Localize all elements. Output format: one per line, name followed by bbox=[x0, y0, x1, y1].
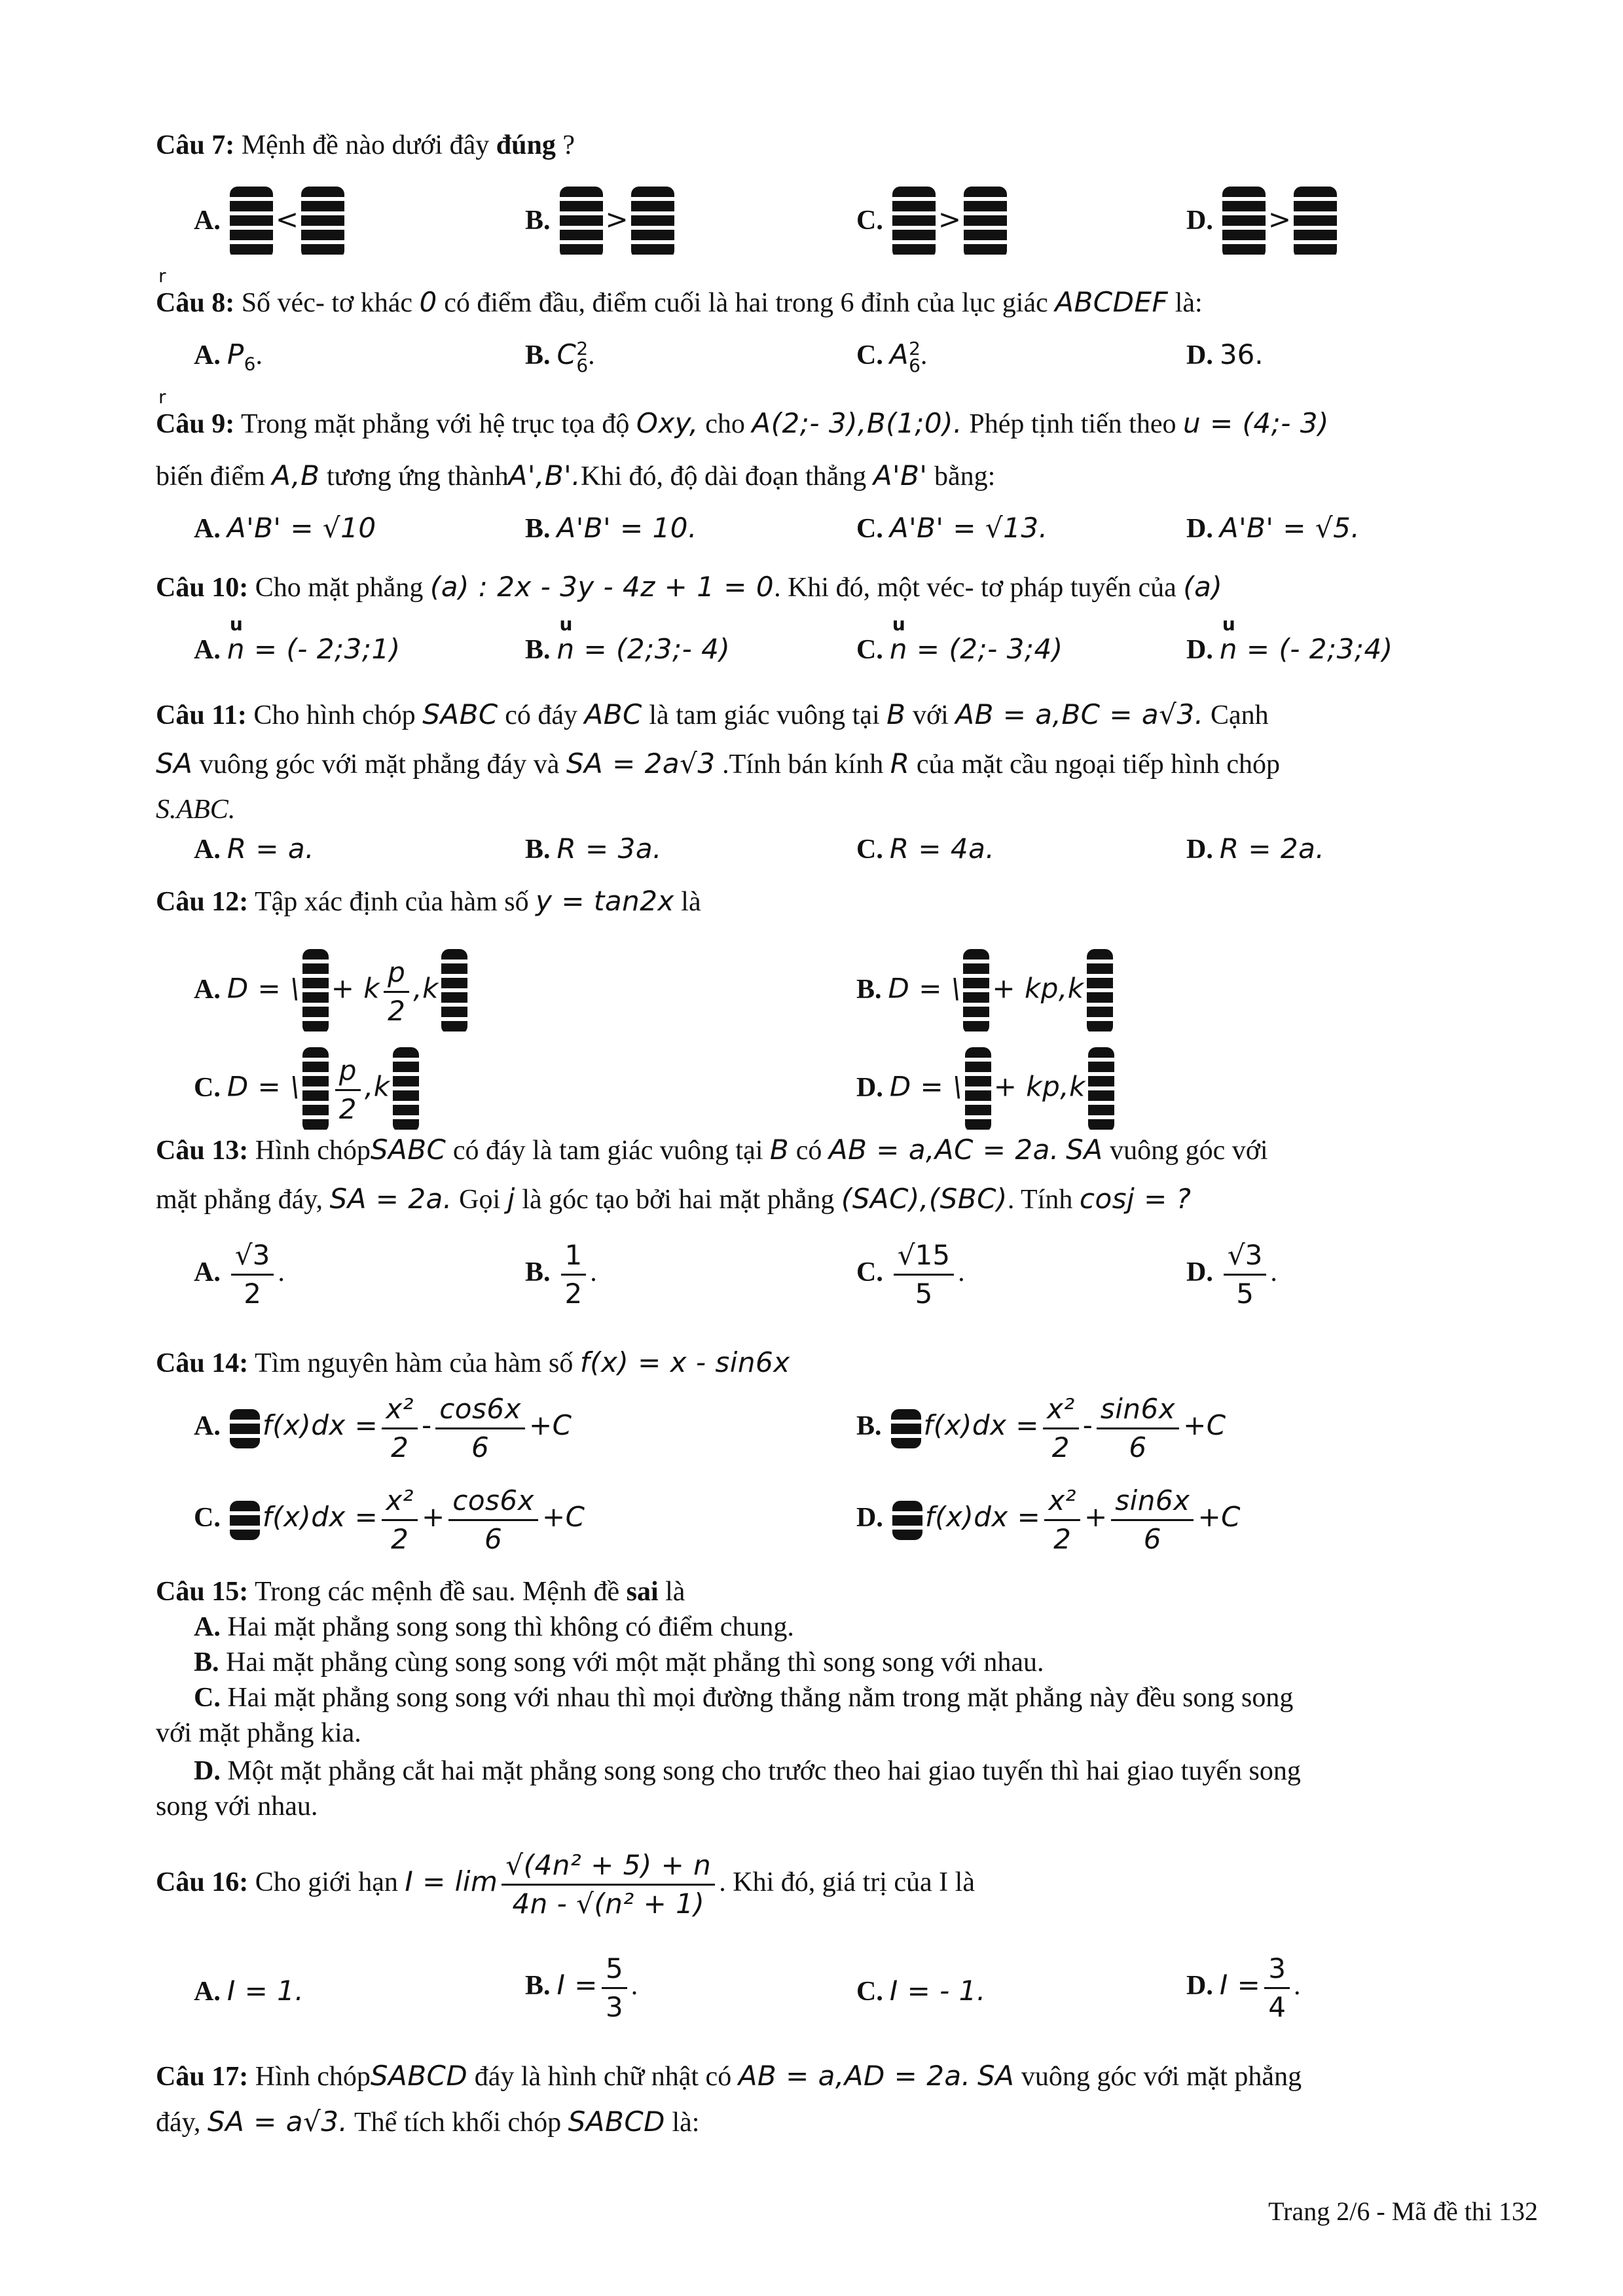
q12-option-d[interactable]: D. D = \ + kp,k bbox=[856, 1047, 1117, 1132]
q9-option-b[interactable]: B. A'B' = 10. bbox=[525, 512, 697, 544]
question-9: Câu 9: Trong mặt phẳng với hệ trục tọa độ Oxy, cho A(2;- 3),B(1;0). Phép tịnh tiến theo r u = (4;- 3) bbox=[156, 403, 1538, 445]
integral-icon bbox=[230, 1501, 260, 1540]
q8-option-b[interactable]: B. C 2 6 . bbox=[525, 338, 595, 377]
q14-options-row1 bbox=[194, 1384, 1538, 1476]
garbled-math-icon bbox=[230, 187, 273, 259]
q12-option-c[interactable]: C. D = \ $\frac{p}{2}$ ,k bbox=[194, 1047, 422, 1132]
garbled-math-icon bbox=[302, 1047, 329, 1132]
q14-option-b[interactable]: B. f(x)dx = $\frac{\text{x²}}{2}$ - $\frac{\sin 6x}{6}$ +C bbox=[856, 1391, 1226, 1466]
garbled-math-icon bbox=[393, 1047, 419, 1132]
q11-option-d[interactable]: D. R = 2a. bbox=[1186, 833, 1325, 865]
q7-bold: đúng bbox=[496, 130, 556, 160]
garbled-math-icon bbox=[631, 187, 674, 259]
q15-option-c-cont: với mặt phẳng kia. bbox=[156, 1718, 361, 1748]
question-12: Câu 12: Tập xác định của hàm số y = tan2x là bbox=[156, 885, 701, 917]
q10-options bbox=[194, 628, 1538, 674]
q12-option-a[interactable]: A. D = \ + k $\frac{p}{2}$ ,k bbox=[194, 949, 470, 1034]
q13-option-b[interactable]: B. $\frac{1}{2}$ . bbox=[525, 1237, 597, 1312]
question-17: Câu 17: Hình chópSABCD đáy là hình chữ nhật có AB = a,AD = 2a. SA vuông góc với mặt phẳng bbox=[156, 2060, 1302, 2092]
q15-option-a[interactable]: A. Hai mặt phẳng song song thì không có điểm chung. bbox=[194, 1612, 794, 1642]
question-10: Câu 10: Cho mặt phẳng (a) : 2x - 3y - 4z + 1 = 0. Khi đó, một véc- tơ pháp tuyến của (a) bbox=[156, 571, 1223, 603]
q7-option-d[interactable]: D. > bbox=[1186, 187, 1340, 259]
q10-option-b[interactable]: B.u n = (2;3;- 4) bbox=[525, 628, 730, 671]
question-17-line2: đáy, SA = a√3. Thể tích khối chóp SABCD là: bbox=[156, 2106, 700, 2138]
question-9-line2: biến điểm A,B tương ứng thànhA',B'.Khi đó, độ dài đoạn thẳng A'B' bằng: bbox=[156, 459, 996, 492]
question-11: Câu 11: Cho hình chóp SABC có đáy ABC là tam giác vuông tại B với AB = a,BC = a√3. Cạnh bbox=[156, 698, 1269, 730]
q7-option-b[interactable]: B. > bbox=[525, 187, 677, 259]
q7-option-c[interactable]: C. > bbox=[856, 187, 1010, 259]
q15-option-d[interactable]: D. Một mặt phẳng cắt hai mặt phẳng song song cho trước theo hai giao tuyến thì hai giao tuyến song bbox=[194, 1756, 1301, 1786]
q10-option-d[interactable]: D.u n = (- 2;3;4) bbox=[1186, 628, 1393, 671]
question-13-line2: mặt phẳng đáy, SA = 2a. Gọi j là góc tạo bởi hai mặt phẳng (SAC),(SBC). Tính cosj = ? bbox=[156, 1183, 1192, 1215]
q7-text: Mệnh đề nào dưới đây bbox=[241, 130, 490, 160]
q8-option-d[interactable]: D. 36. bbox=[1186, 338, 1264, 370]
garbled-math-icon bbox=[1088, 1047, 1114, 1132]
q16-option-b[interactable]: B. I = $\frac{5}{3}$ . bbox=[525, 1950, 638, 2026]
q8-option-c[interactable]: C. A 2 6 . bbox=[856, 338, 928, 377]
question-11-line3: S.ABC. bbox=[156, 795, 236, 825]
q7-options bbox=[194, 173, 1538, 259]
q9-option-d[interactable]: D. A'B' = √5. bbox=[1186, 512, 1360, 544]
q15-option-c[interactable]: C. Hai mặt phẳng song song với nhau thì mọi đường thẳng nằm trong mặt phẳng này đều song song bbox=[194, 1683, 1294, 1713]
q16-option-a[interactable]: A. I = 1. bbox=[194, 1975, 304, 2007]
question-8: Câu 8: Số véc- tơ khác r 0 có điểm đầu, điểm cuối là hai trong 6 đỉnh của lục giác ABCDEF là: bbox=[156, 281, 1538, 324]
q16-option-d[interactable]: D. I = $\frac{3}{4}$ . bbox=[1186, 1950, 1301, 2026]
q14-options-row2 bbox=[194, 1476, 1538, 1568]
q14-option-c[interactable]: C. f(x)dx = $\frac{\text{x²}}{2}$ + $\frac{\cos 6x}{6}$ +C bbox=[194, 1482, 585, 1558]
q9-option-a[interactable]: A. A'B' = √10 bbox=[194, 512, 376, 544]
q11-option-a[interactable]: A. R = a. bbox=[194, 833, 315, 865]
q12-options-row1 bbox=[194, 929, 1538, 1027]
q13-option-c[interactable]: C. $\frac{√15}{5}$ . bbox=[856, 1237, 965, 1312]
garbled-math-icon bbox=[965, 1047, 991, 1132]
q15-option-b[interactable]: B. Hai mặt phẳng cùng song song với một mặt phẳng thì song song với nhau. bbox=[194, 1647, 1044, 1677]
q11-option-c[interactable]: C. R = 4a. bbox=[856, 833, 995, 865]
integral-icon bbox=[230, 1409, 260, 1448]
question-7 bbox=[156, 124, 1538, 166]
garbled-math-icon bbox=[892, 187, 936, 259]
q10-option-c[interactable]: C.u n = (2;- 3;4) bbox=[856, 628, 1063, 671]
q16-options bbox=[194, 1950, 1538, 2036]
q13-option-a[interactable]: A. $\frac{√3}{2}$ . bbox=[194, 1237, 285, 1312]
q15-option-d-cont: song với nhau. bbox=[156, 1791, 318, 1821]
integral-icon bbox=[891, 1409, 921, 1448]
q11-options bbox=[194, 828, 1538, 874]
garbled-math-icon bbox=[1222, 187, 1266, 259]
q14-option-a[interactable]: A. f(x)dx = $\frac{\text{x²}}{2}$ - $\frac{\cos 6x}{6}$ +C bbox=[194, 1391, 572, 1466]
garbled-math-icon bbox=[1087, 949, 1113, 1034]
q8-options bbox=[194, 334, 1538, 380]
integral-icon bbox=[892, 1501, 922, 1540]
q8-option-a[interactable]: A. $P_6$. bbox=[194, 338, 263, 375]
question-13: Câu 13: Hình chópSABC có đáy là tam giác vuông tại B có AB = a,AC = 2a. SA vuông góc với bbox=[156, 1134, 1268, 1166]
garbled-math-icon bbox=[964, 187, 1007, 259]
garbled-math-icon bbox=[1294, 187, 1337, 259]
q11-option-b[interactable]: B. R = 3a. bbox=[525, 833, 662, 865]
q12-option-b[interactable]: B. D = \ + kp,k bbox=[856, 949, 1116, 1034]
q14-option-d[interactable]: D. f(x)dx = $\frac{\text{x²}}{2}$ + $\frac{\sin 6x}{6}$ +C bbox=[856, 1482, 1241, 1558]
q16-option-c[interactable]: C. I = - 1. bbox=[856, 1975, 986, 2007]
question-14: Câu 14: Tìm nguyên hàm của hàm số f(x) = x - sin6x bbox=[156, 1346, 790, 1378]
q7-end: ? bbox=[562, 130, 575, 160]
garbled-math-icon bbox=[302, 949, 329, 1034]
q9-option-c[interactable]: C. A'B' = √13. bbox=[856, 512, 1048, 544]
garbled-math-icon bbox=[301, 187, 344, 259]
q13-option-d[interactable]: D. $\frac{√3}{5}$ . bbox=[1186, 1237, 1277, 1312]
garbled-math-icon bbox=[441, 949, 467, 1034]
zero-vector: r 0 bbox=[419, 286, 437, 318]
q9-options bbox=[194, 507, 1538, 553]
q12-options-row2 bbox=[194, 1028, 1538, 1125]
question-16: Câu 16: Cho giới hạn I = lim $\frac{\text{√(4n² + 5) + n}}{\text{4n - √(n² + 1)}}$ . Khi đó, giá trị của I là bbox=[156, 1842, 1538, 1922]
garbled-math-icon bbox=[963, 949, 989, 1034]
question-15: Câu 15: Trong các mệnh đề sau. Mệnh đề sai là bbox=[156, 1577, 685, 1607]
question-11-line2: SA vuông góc với mặt phẳng đáy và SA = 2a√3 .Tính bán kính R của mặt cầu ngoại tiếp hình chóp bbox=[156, 747, 1281, 780]
garbled-math-icon bbox=[560, 187, 603, 259]
q7-option-a[interactable]: A. < bbox=[194, 187, 347, 259]
q13-options bbox=[194, 1230, 1538, 1329]
q7-label: Câu 7: bbox=[156, 130, 235, 160]
q10-option-a[interactable]: A.u n = (- 2;3;1) bbox=[194, 628, 401, 671]
page-footer: Trang 2/6 - Mã đề thi 132 bbox=[1268, 2197, 1538, 2226]
